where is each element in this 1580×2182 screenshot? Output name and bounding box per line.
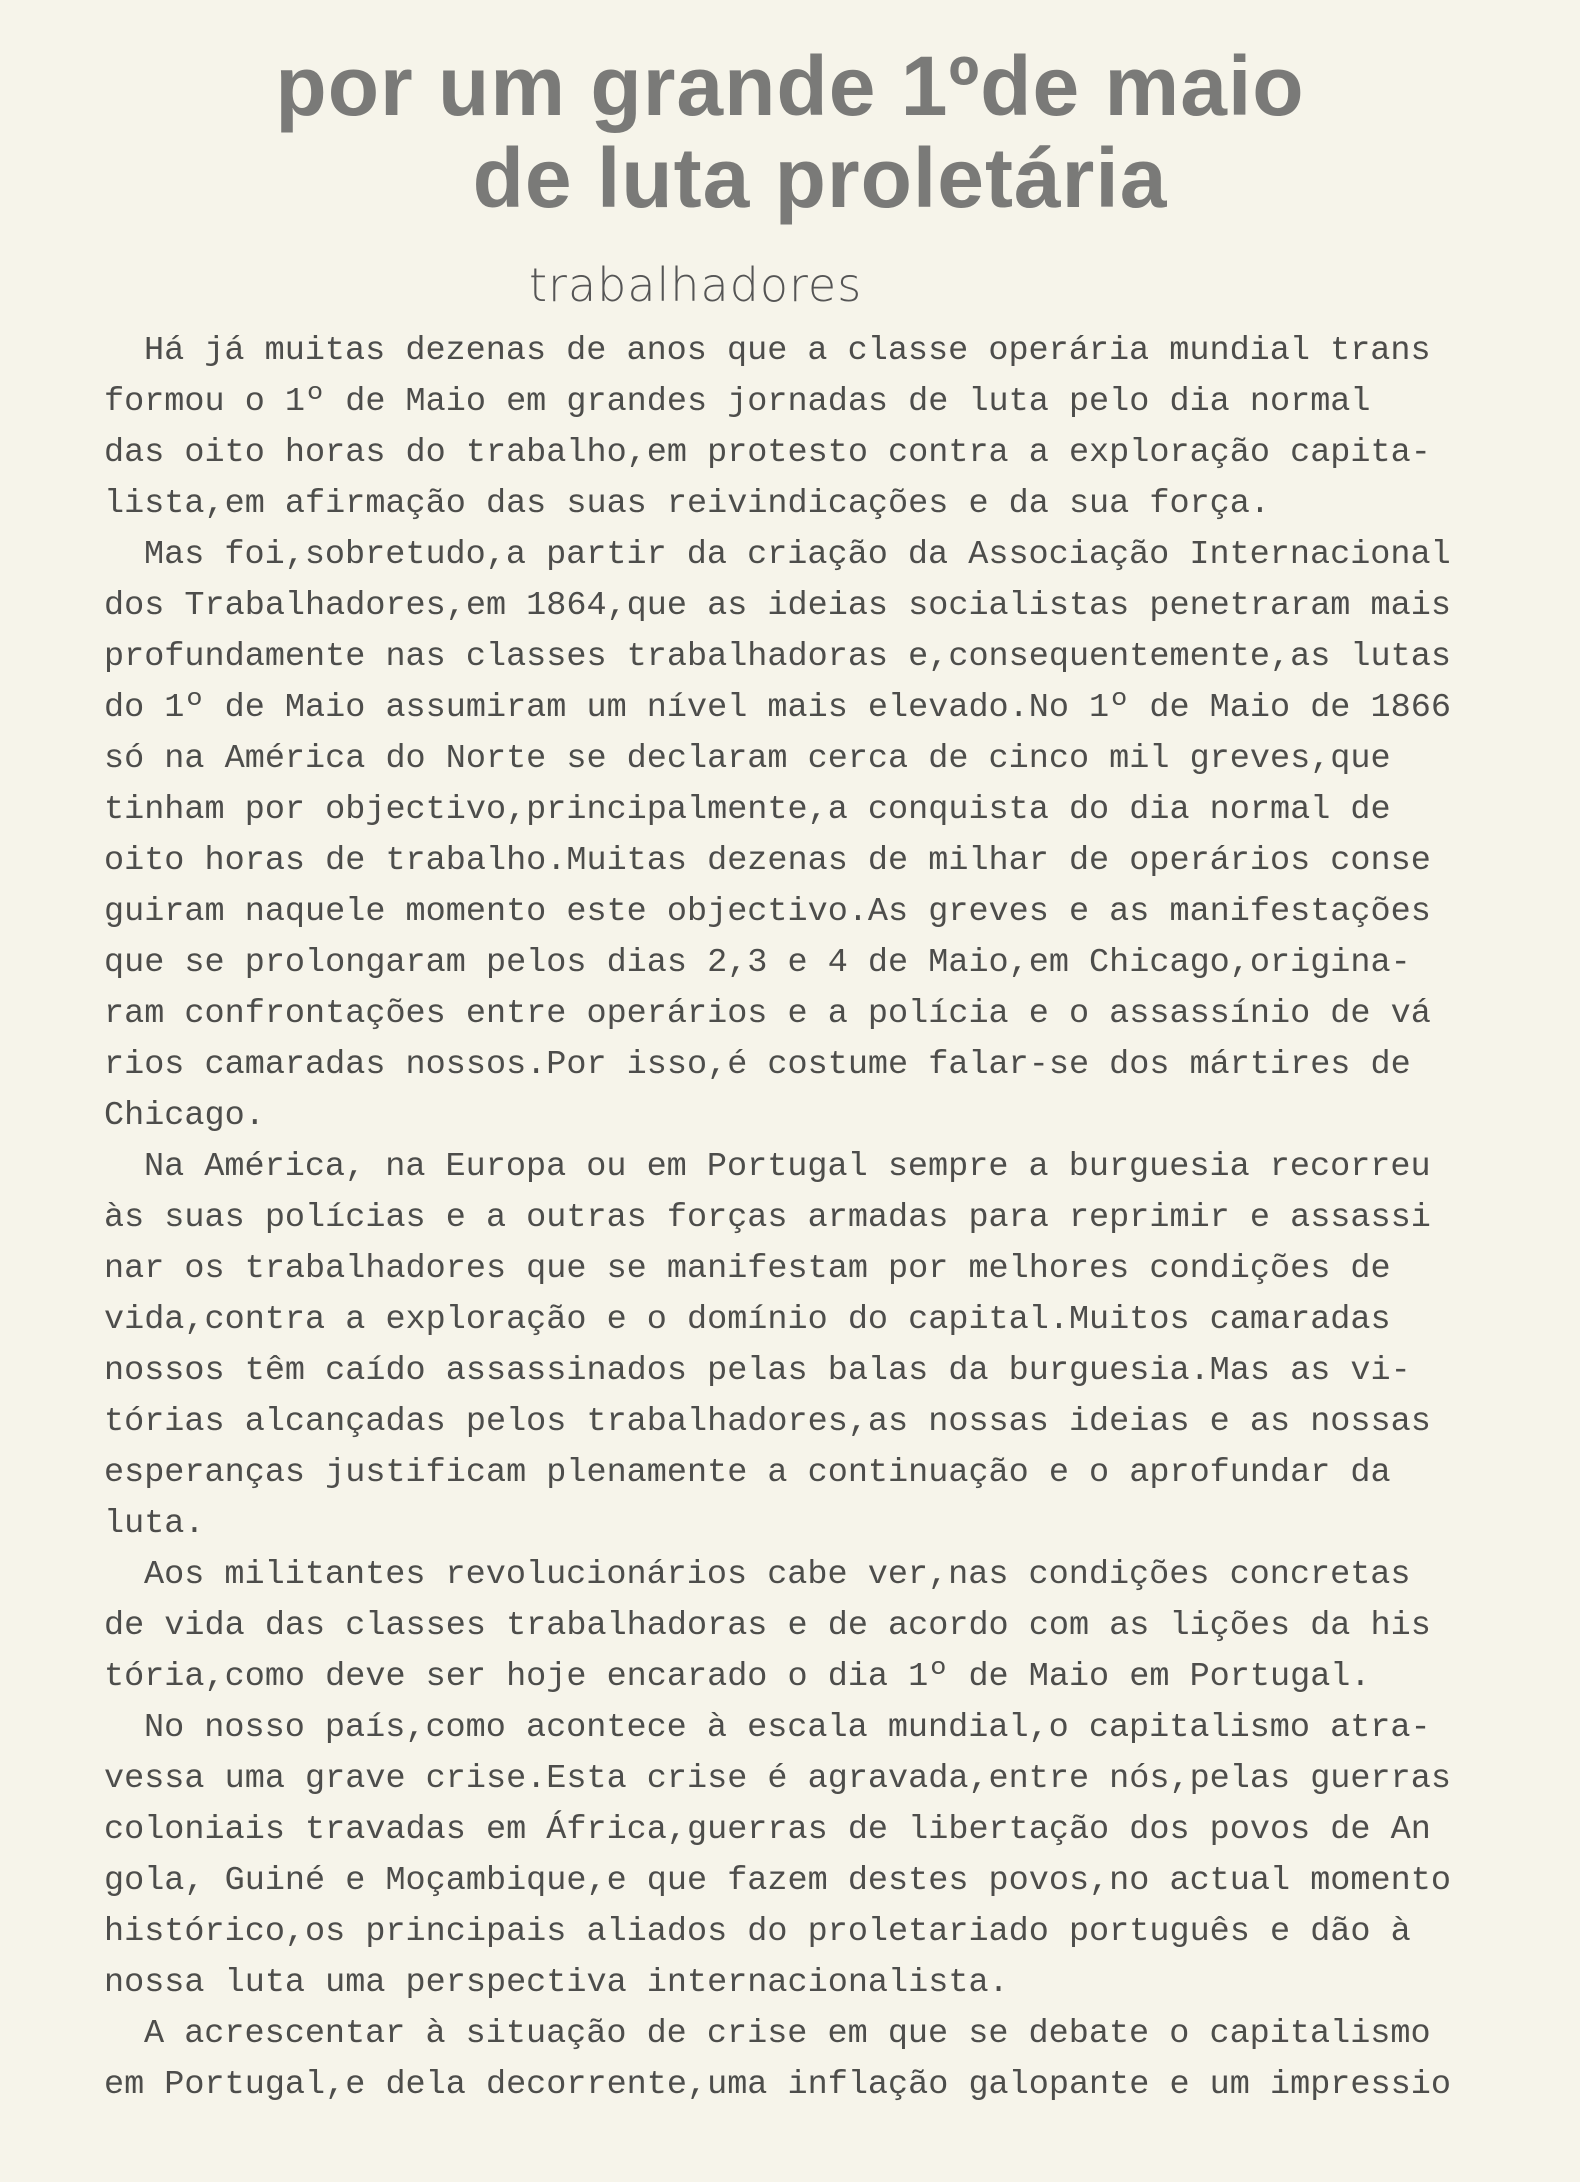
text-line: ram confrontações entre operários e a polícia e o assassínio de vá [104,995,1431,1033]
paragraph [104,326,1451,530]
text-line: profundamente nas classes trabalhadoras e,consequentemente,as lutas [104,638,1451,676]
text-line: Mas foi,sobretudo,a partir da criação da Associação Internacional [144,536,1451,574]
text-line: Aos militantes revolucionários cabe ver,nas condições concretas [144,1556,1411,1594]
text-line: de vida das classes trabalhadoras e de acordo com as lições da his [104,1607,1431,1645]
text-line: das oito horas do trabalho,em protesto contra a exploração capita- [104,434,1431,472]
text-line: esperanças justificam plenamente a continuação e o aprofundar da [104,1454,1391,1492]
text-line: Há já muitas dezenas de anos que a classe operária mundial trans [144,332,1431,370]
text-line: gola, Guiné e Moçambique,e que fazem destes povos,no actual momento [104,1862,1451,1900]
text-line: que se prolongaram pelos dias 2,3 e 4 de Maio,em Chicago,origina- [104,944,1411,982]
text-line: dos Trabalhadores,em 1864,que as ideias socialistas penetraram mais [104,587,1451,625]
text-line: rios camaradas nossos.Por isso,é costume falar-se dos mártires de [104,1046,1411,1084]
paragraph [104,2009,1451,2111]
text-line: em Portugal,e dela decorrente,uma inflação galopante e um impressio [104,2066,1451,2104]
text-line: só na América do Norte se declaram cerca de cinco mil greves,que [104,740,1391,778]
title-line-1: por um grande 1ºde maio [275,39,1305,133]
text-line: tória,como deve ser hoje encarado o dia 1º de Maio em Portugal. [104,1658,1371,1696]
paragraph [104,1703,1451,2009]
text-line: tórias alcançadas pelos trabalhadores,as nossas ideias e as nossas [104,1403,1431,1441]
text-line: nossa luta uma perspectiva internacionalista. [104,1964,1009,2002]
paragraph [104,1550,1451,1703]
paragraph [104,1142,1451,1550]
text-line: A acrescentar à situação de crise em que se debate o capitalismo [144,2015,1431,2053]
text-line: tinham por objectivo,principalmente,a conquista do dia normal de [104,791,1391,829]
text-line: lista,em afirmação das suas reivindicações e da sua força. [104,485,1270,523]
text-line: vessa uma grave crise.Esta crise é agravada,entre nós,pelas guerras [104,1760,1451,1798]
text-line: No nosso país,como acontece à escala mundial,o capitalismo atra- [144,1709,1431,1747]
text-line: luta. [104,1505,205,1543]
subtitle: trabalhadores [529,258,863,312]
text-line: formou o 1º de Maio em grandes jornadas de luta pelo dia normal [104,383,1371,421]
text-line: coloniais travadas em África,guerras de libertação dos povos de An [104,1811,1431,1849]
text-line: Chicago. [104,1097,265,1135]
text-line: guiram naquele momento este objectivo.As greves e as manifestações [104,893,1431,931]
text-line: histórico,os principais aliados do proletariado português e dão à [104,1913,1411,1951]
paragraph [104,530,1451,1142]
text-line: às suas polícias e a outras forças armadas para reprimir e assassi [104,1199,1431,1237]
text-line: oito horas de trabalho.Muitas dezenas de milhar de operários conse [104,842,1431,880]
title-line-2: de luta proletária [472,131,1168,225]
text-line: nar os trabalhadores que se manifestam por melhores condições de [104,1250,1391,1288]
text-line: vida,contra a exploração e o domínio do capital.Muitos camaradas [104,1301,1391,1339]
document-body [104,326,1451,2111]
text-line: do 1º de Maio assumiram um nível mais elevado.No 1º de Maio de 1866 [104,689,1451,727]
text-line: Na América, na Europa ou em Portugal sempre a burguesia recorreu [144,1148,1431,1186]
text-line: nossos têm caído assassinados pelas balas da burguesia.Mas as vi- [104,1352,1411,1390]
